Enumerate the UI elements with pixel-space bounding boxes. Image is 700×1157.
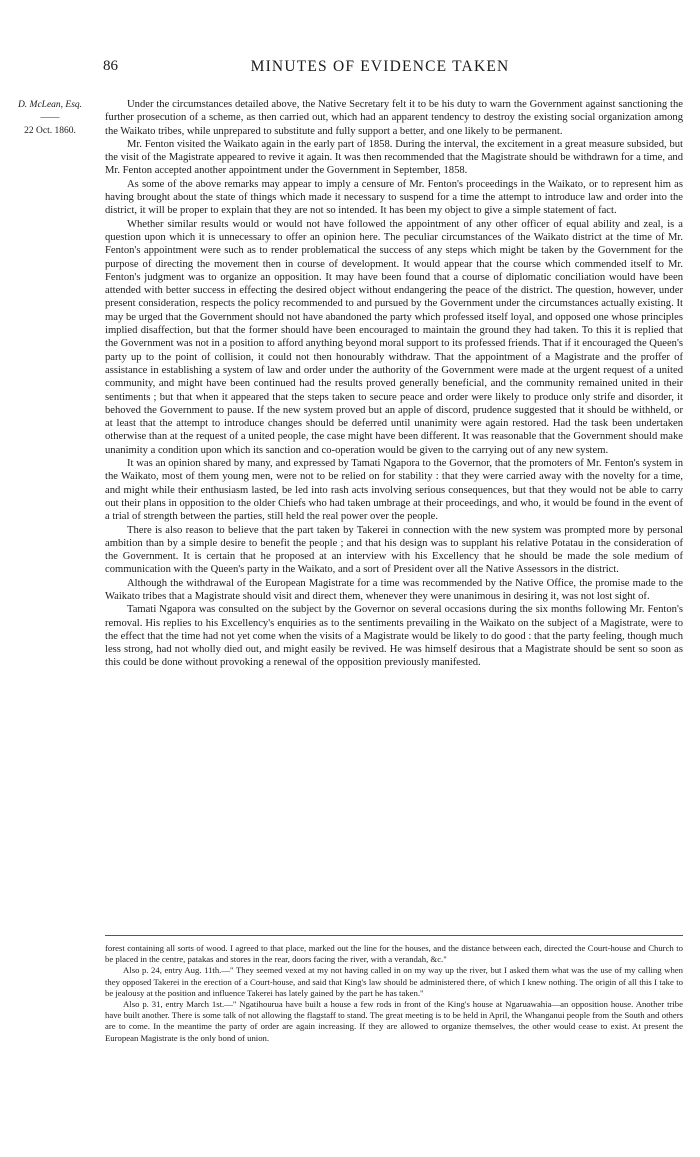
paragraph: Although the withdrawal of the European Magistrate for a time was recommended by the Native Office, the promise made to the Waikato tribes that a Magistrate should visit and direct them, whenever they were unanimous in desiring it, was not lost sight of. xyxy=(105,577,683,602)
paragraph: It was an opinion shared by many, and expressed by Tamati Ngapora to the Governor, that the promoters of Mr. Fenton's system in the Waikato, most of them young men, were not to be relied on for stability : that they were carried away with the novelty for a time, and might while their enthusiasm lasted, be led into rash acts involving serious consequences, but that they would not be able to carry out their plans in opposition to the older Chiefs who had taken umbrage at their proceedings, and who, it would be found in the event of a trial of strength between the parties, still held the real power over the people. xyxy=(105,458,683,523)
paragraph: There is also reason to believe that the part taken by Takerei in connection with the new system was prompted more by personal ambition than by a simple desire to benefit the people ; and that his design was to supplant his relative Potatau in the consideration of the Government. It is certain that he proposed at an interview with his Excellency that he should be made the sole medium of communication with the Queen's party in the Waikato, and a sort of President over all the Native Assessors in the district. xyxy=(105,524,683,576)
page-header xyxy=(0,58,700,78)
paragraph: Under the circumstances detailed above, the Native Secretary felt it to be his duty to warn the Government against sanctioning the further prosecution of a scheme, as then carried out, which had an apparent tendency to destroy the existing social organization among the Waikato tribes, while unprepared to substitute and fully support a better, and one likely to be permanent. xyxy=(105,99,683,137)
paragraph: As some of the above remarks may appear to imply a censure of Mr. Fenton's proceedings in the Waikato, or to represent him as having brought about the state of things which made it necessary to suspend for a time the attempt to introduce law and order into the district, it will be proper to explain that they are not so intended. It has been my object to give a simple statement of fact. xyxy=(105,178,683,217)
margin-witness: D. McLean, Esq. xyxy=(17,100,83,110)
footnote: forest containing all sorts of wood. I agreed to that place, marked out the line for the houses, and the distance between each, directed the Court-house and Church to be placed in the centre, patakas and stores in the rear, doors facing the river, with a verandah, &c." xyxy=(105,943,683,965)
margin-notes xyxy=(4,99,96,138)
footnotes xyxy=(105,943,683,1044)
paragraph: Tamati Ngapora was consulted on the subject by the Governor on several occasions during the six months following Mr. Fenton's removal. His replies to his Excellency's enquiries as to the sentiments prevailing in the Waikato on the subject of a Magistrate, were to the effect that the time had not yet come when the visits of a Magistrate would be likely to do good : that the party feeling, though much less strong, had not wholly died out, and might easily be revived. He was himself desirous that a Magistrate should be sent so soon as this could be done without provoking a renewal of the opposition previously manifested. xyxy=(105,604,683,669)
running-title: MINUTES OF EVIDENCE TAKEN xyxy=(250,58,510,75)
paragraph: Mr. Fenton visited the Waikato again in the early part of 1858. During the interval, the excitement in a great measure subsided, but the visit of the Magistrate appeared to revive it again. It was then recommended that the Magistrate should be withdrawn for a time, and Mr. Fenton accepted another appointment under the Government in September, 1858. xyxy=(105,138,683,177)
main-text xyxy=(105,98,683,670)
margin-divider: —— xyxy=(40,113,60,123)
footnote-rule xyxy=(105,935,683,936)
page-number: 86 xyxy=(103,58,118,74)
margin-date: 22 Oct. 1860. xyxy=(24,126,76,136)
footnote: Also p. 31, entry March 1st.—" Ngatihourua have built a house a few rods in front of the King's house at Ngaruawahia—an opposition house. Another tribe have built another. There is some talk of not allowing the flagstaff to stand. The great meeting is to be held in April, the Whanganui people from the South and others are to come. In the meantime the party of order are again increasing. If they are allowed to organize themselves, the other would cease to exist. At present the European Magistrate is the only bond of union. xyxy=(105,999,683,1043)
footnote: Also p. 24, entry Aug. 11th.—" They seemed vexed at my not having called in on my way up the river, but I asked them what was the use of my calling when they opposed Takerei in the erection of a Court-house, and said that King's law should be administered there, of which I knew nothing. The origin of all this I take to be jealousy at the position and influence Takerei has lately gained by the part he has taken." xyxy=(105,965,683,998)
paragraph: Whether similar results would or would not have followed the appointment of any other officer of equal ability and zeal, is a question upon which it is unnecessary to offer an opinion here. The peculiar circumstances of the Waikato district at the time of Mr. Fenton's appointment were such as to render problematical the success of any steps which might be taken by the Government for the purpose of directing the movement then in course of development. It would appear that the course which commended itself to Mr. Fenton's judgment was to organize an opposition. It may have been found that a course of diplomatic conciliation would have been attended with better success in effecting the desired object without endangering the peace of the district. The question, however, under present consideration, respects the policy recommended to and pursued by the Government under the circumstances actually existing. It may be urged that the Government should not have abandoned the party which professed itself loyal, and opposed one whose principles implied disaffection, but that the former should have been encouraged to maintain the ground they had taken. To this it is replied that the Government was not in a position to afford anything beyond moral support to its professed friends. That if it encouraged the Queen's party up to the point of collision, it could not then honourably withdraw. That the appointment of a Magistrate and the proffer of assistance in establishing a system of law and order under the authority of the Government were made at the urgent request of a united community, and might have been continued had the results proved generally beneficial, and the community remained united in their sentiments ; but that when it appeared that the steps taken to secure peace and order were likely to produce only strife and disorder, it behoved the Government to pause. If the new system proved but an apple of discord, prudence suggested that it should be withheld, or at least that the attempt to introduce changes should be deferred until unanimity were again restored. Had the task been undertaken otherwise than at the request of a united people, the case might have been different. It was reasonable that the Government should make unanimity a condition upon which its sanction and co-operation would be given to the carrying out of any new system. xyxy=(105,218,683,456)
